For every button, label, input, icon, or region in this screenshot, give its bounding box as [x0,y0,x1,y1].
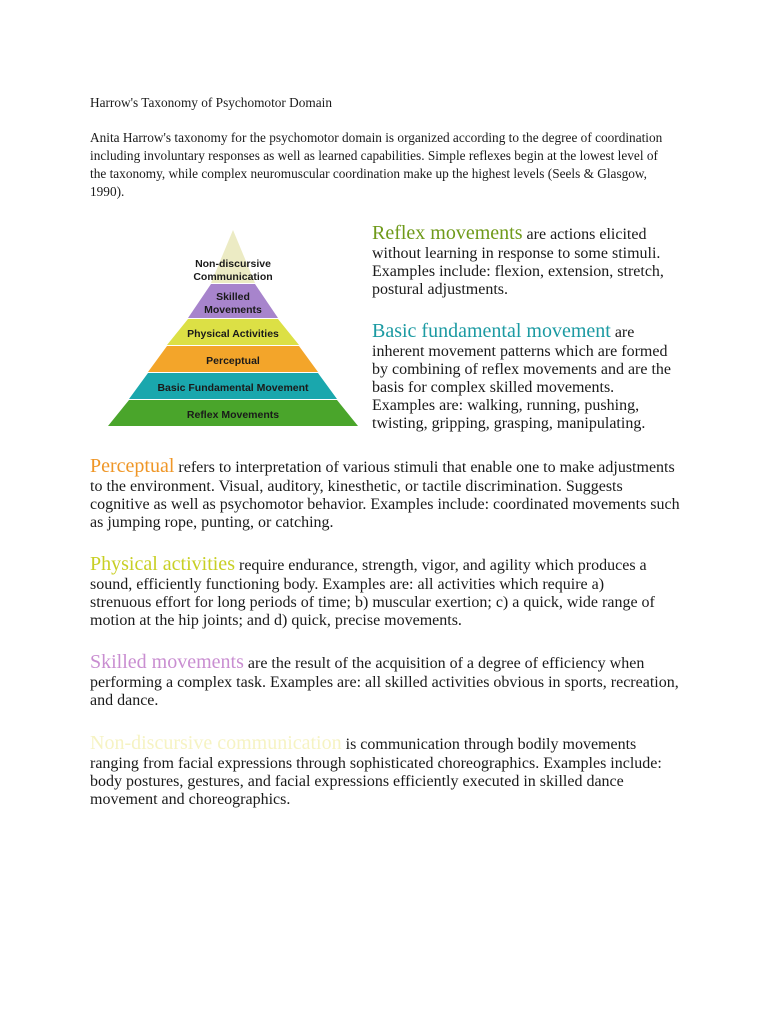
pyramid-label-skilled-line2: Movements [204,304,262,316]
pyramid-label-basic: Basic Fundamental Movement [157,382,309,394]
description-skilled-movements: are the result of the acquisition of a degree of efficiency when performing a complex task. Examples are: all skilled activities obvious in sports, recreation, and dance. [90,655,679,709]
term-perceptual: Perceptual [90,455,175,477]
document-title: Harrow's Taxonomy of Psychomotor Domain [90,95,333,110]
term-reflex-movements: Reflex movements [372,222,523,244]
term-skilled-movements: Skilled movements [90,651,244,673]
description-basic-fundamental-movement: are inherent movement patterns which are formed by combining of reflex movements and are the basis for complex skilled movements. Examples are: walking, running, pushing, twisting, gripping, grasping, manipulating. [372,324,672,432]
section-skilled-movements [90,651,680,710]
intro-paragraph: Anita Harrow's taxonomy for the psychomotor domain is organized according to the degree of coordination including involuntary responses as well as learned capabilities. Simple reflexes begin at the lowest level of the taxonomy, while complex neuromuscular coordination make up the highest levels (Seels & Glasgow, 1990). [90,130,663,199]
section-non-discursive-communication [90,732,674,809]
section-reflex-movements [372,222,672,299]
pyramid-label-reflex: Reflex Movements [186,409,280,421]
pyramid-label-nondiscursive-line1: Non-discursive [195,258,271,270]
description-perceptual: refers to interpretation of various stimuli that enable one to make adjustments to the environment. Visual, auditory, kinesthetic, or tactile discrimination. Suggests cognitive as well as psychomotor behavior. Examples include: coordinated movements such as jumping rope, punting, or catching. [90,459,680,531]
description-physical-activities: require endurance, strength, vigor, and agility which produces a sound, efficiently functioning body. Examples are: all activities which require a) strenuous effort for long periods of time; b) muscular exertion; c) a quick, wide range of motion at the hip joints; and d) quick, precise movements. [90,557,655,629]
psychomotor-pyramid-diagram [105,227,361,431]
description-reflex-movements: are actions elicited without learning in response to some stimuli. Examples include: flexion, extension, stretch, postural adjustments. [372,226,664,298]
pyramid-label-nondiscursive-line2: Communication [193,271,273,283]
description-non-discursive-communication: is communication through bodily movements ranging from facial expressions through sophisticated choreographics. Examples include: body postures, gestures, and facial expressions efficiently executed in skilled dance movement and choreographics. [90,736,662,808]
pyramid-label-skilled-line1: Skilled [216,291,250,303]
pyramid-label-physical: Physical Activities [187,328,279,340]
term-basic-fundamental-movement: Basic fundamental movement [372,320,611,342]
pyramid-label-perceptual: Perceptual [206,355,260,367]
term-physical-activities: Physical activities [90,553,235,575]
term-non-discursive-communication: Non-discursive communication [90,732,342,754]
section-basic-fundamental-movement [372,320,678,433]
section-perceptual [90,455,680,532]
section-physical-activities [90,553,658,630]
